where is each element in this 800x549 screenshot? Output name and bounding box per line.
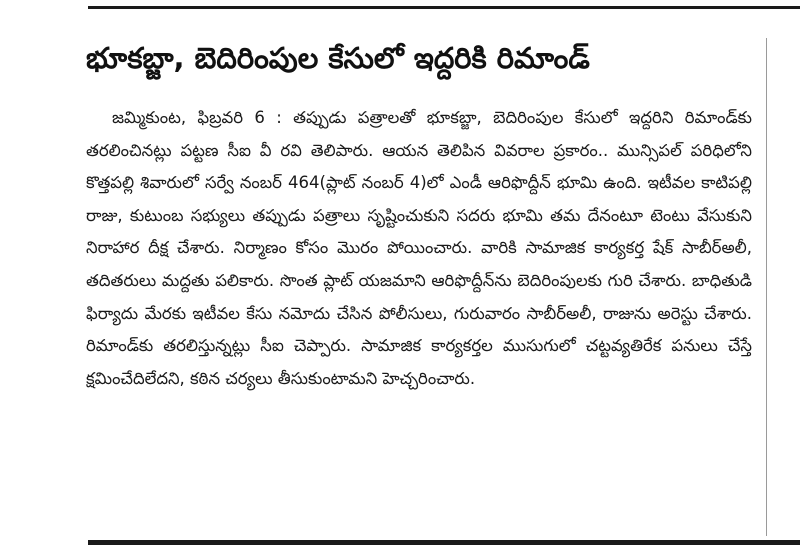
news-article [86,26,752,395]
article-body: జమ్మికుంట, ఫిబ్రవరి 6 : తప్పుడు పత్రాలతో భూకబ్జా, బెదిరింపుల కేసులో ఇద్దరిని రిమాండ్‌కు తరలించినట్లు పట్టణ సీఐ వీ రవి తెలిపారు. ఆయన తెలిపిన వివరాల ప్రకారం.. మున్సిపల్ పరిధిలోని కొత్తపల్లి శివారులో సర్వే నంబర్ 464(ప్లాట్ నంబర్ 4)లో ఎండీ ఆరిఫొద్దీన్ భూమి ఉంది. ఇటీవల కాటిపల్లి రాజు, కుటుంబ సభ్యులు తప్పుడు పత్రాలు సృష్టించుకుని సదరు భూమి తమ దేనంటూ టెంటు వేసుకుని నిరాహార దీక్ష చేశారు. నిర్మాణం కోసం మొరం పోయించారు. వారికి సామాజిక కార్యకర్త షేక్ సాబీర్‌అలీ, తదితరులు మద్దతు పలికారు. సొంత ప్లాట్ యజమాని ఆరిఫొద్దీన్‌ను బెదిరింపులకు గురి చేశారు. బాధితుడి ఫిర్యాదు మేరకు ఇటీవల కేసు నమోదు చేసిన పోలీసులు, గురువారం సాబీర్‌అలీ, రాజును అరెస్టు చేశారు. రిమాండ్‌కు తరలిస్తున్నట్లు సీఐ చెప్పారు. సామాజిక కార్యకర్తల ముసుగులో చట్టవ్యతిరేక పనులు చేస్తే క్షమించేదిలేదని, కఠిన చర్యలు తీసుకుంటామని హెచ్చరించారు. [86,108,752,388]
bottom-rule [88,540,800,545]
article-headline: భూకబ్జా, బెదిరింపుల కేసులో ఇద్దరికి రిమాండ్ [86,41,590,75]
top-rule [88,6,800,9]
column-divider [766,38,767,536]
